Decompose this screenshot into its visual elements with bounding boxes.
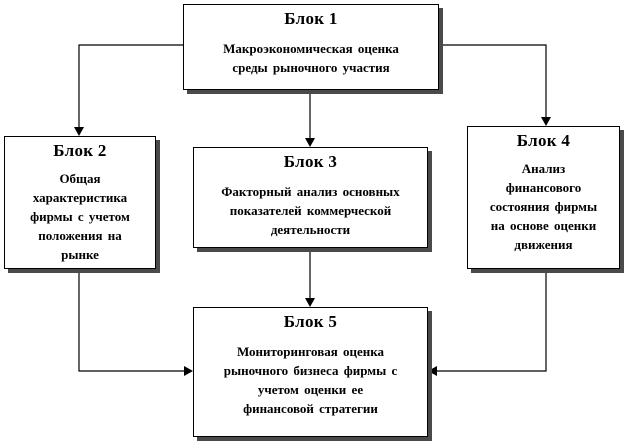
block-3-line-3: деятельности xyxy=(270,222,351,237)
block-5-title: Блок 5 xyxy=(283,312,338,331)
arrowhead-b2-b5 xyxy=(184,366,193,376)
block-4 xyxy=(467,126,620,269)
arrowhead-b3-b5 xyxy=(305,298,315,307)
connector-b4-b5 xyxy=(436,272,546,371)
block-3-line-2: показателей коммерческой xyxy=(229,203,392,218)
block-3 xyxy=(193,147,428,248)
block-1-text xyxy=(184,39,438,77)
arrowhead-b1-b3 xyxy=(305,138,315,147)
block-5-line-2: рыночного бизнеса фирмы с xyxy=(223,363,398,378)
block-3-text xyxy=(194,182,427,239)
block-1-line-1: Макроэкономическая оценка xyxy=(223,41,399,56)
block-2-title: Блок 2 xyxy=(53,141,107,160)
connector-b2-b5 xyxy=(79,272,185,371)
block-5 xyxy=(193,307,428,437)
block-2-line-2: характеристика xyxy=(32,190,128,205)
block-5-line-1: Мониторинговая оценка xyxy=(236,344,385,359)
block-3-title: Блок 3 xyxy=(283,152,338,171)
connector-b1-b2 xyxy=(79,45,183,128)
arrowhead-b1-b4 xyxy=(541,117,551,126)
block-4-title: Блок 4 xyxy=(516,131,571,150)
block-3-line-1: Факторный анализ основных xyxy=(221,184,400,199)
block-4-line-1: Анализ xyxy=(521,161,566,176)
block-2-line-5: рынке xyxy=(61,247,99,262)
block-4-line-3: состояния фирмы xyxy=(489,199,598,214)
block-5-text xyxy=(194,342,427,418)
block-4-line-5: движения xyxy=(514,237,573,252)
block-2-text xyxy=(5,169,155,264)
block-2-line-3: фирмы с учетом xyxy=(30,209,130,224)
arrowhead-b4-b5 xyxy=(428,366,437,376)
block-4-line-2: финансового xyxy=(505,180,582,195)
block-5-line-4: финансовой стратегии xyxy=(243,401,378,416)
block-2-line-4: положения на xyxy=(38,228,122,243)
block-1 xyxy=(183,4,439,90)
block-2 xyxy=(4,136,156,269)
block-5-line-3: учетом оценки ее xyxy=(257,382,364,397)
block-4-line-4: на основе оценки xyxy=(490,218,597,233)
block-2-line-1: Общая xyxy=(59,171,101,186)
block-1-line-2: среды рыночного участия xyxy=(232,60,390,75)
connector-b1-b4 xyxy=(439,45,546,118)
arrowhead-b1-b2 xyxy=(74,127,84,136)
block-4-text xyxy=(468,159,619,254)
block-1-title: Блок 1 xyxy=(284,9,338,28)
